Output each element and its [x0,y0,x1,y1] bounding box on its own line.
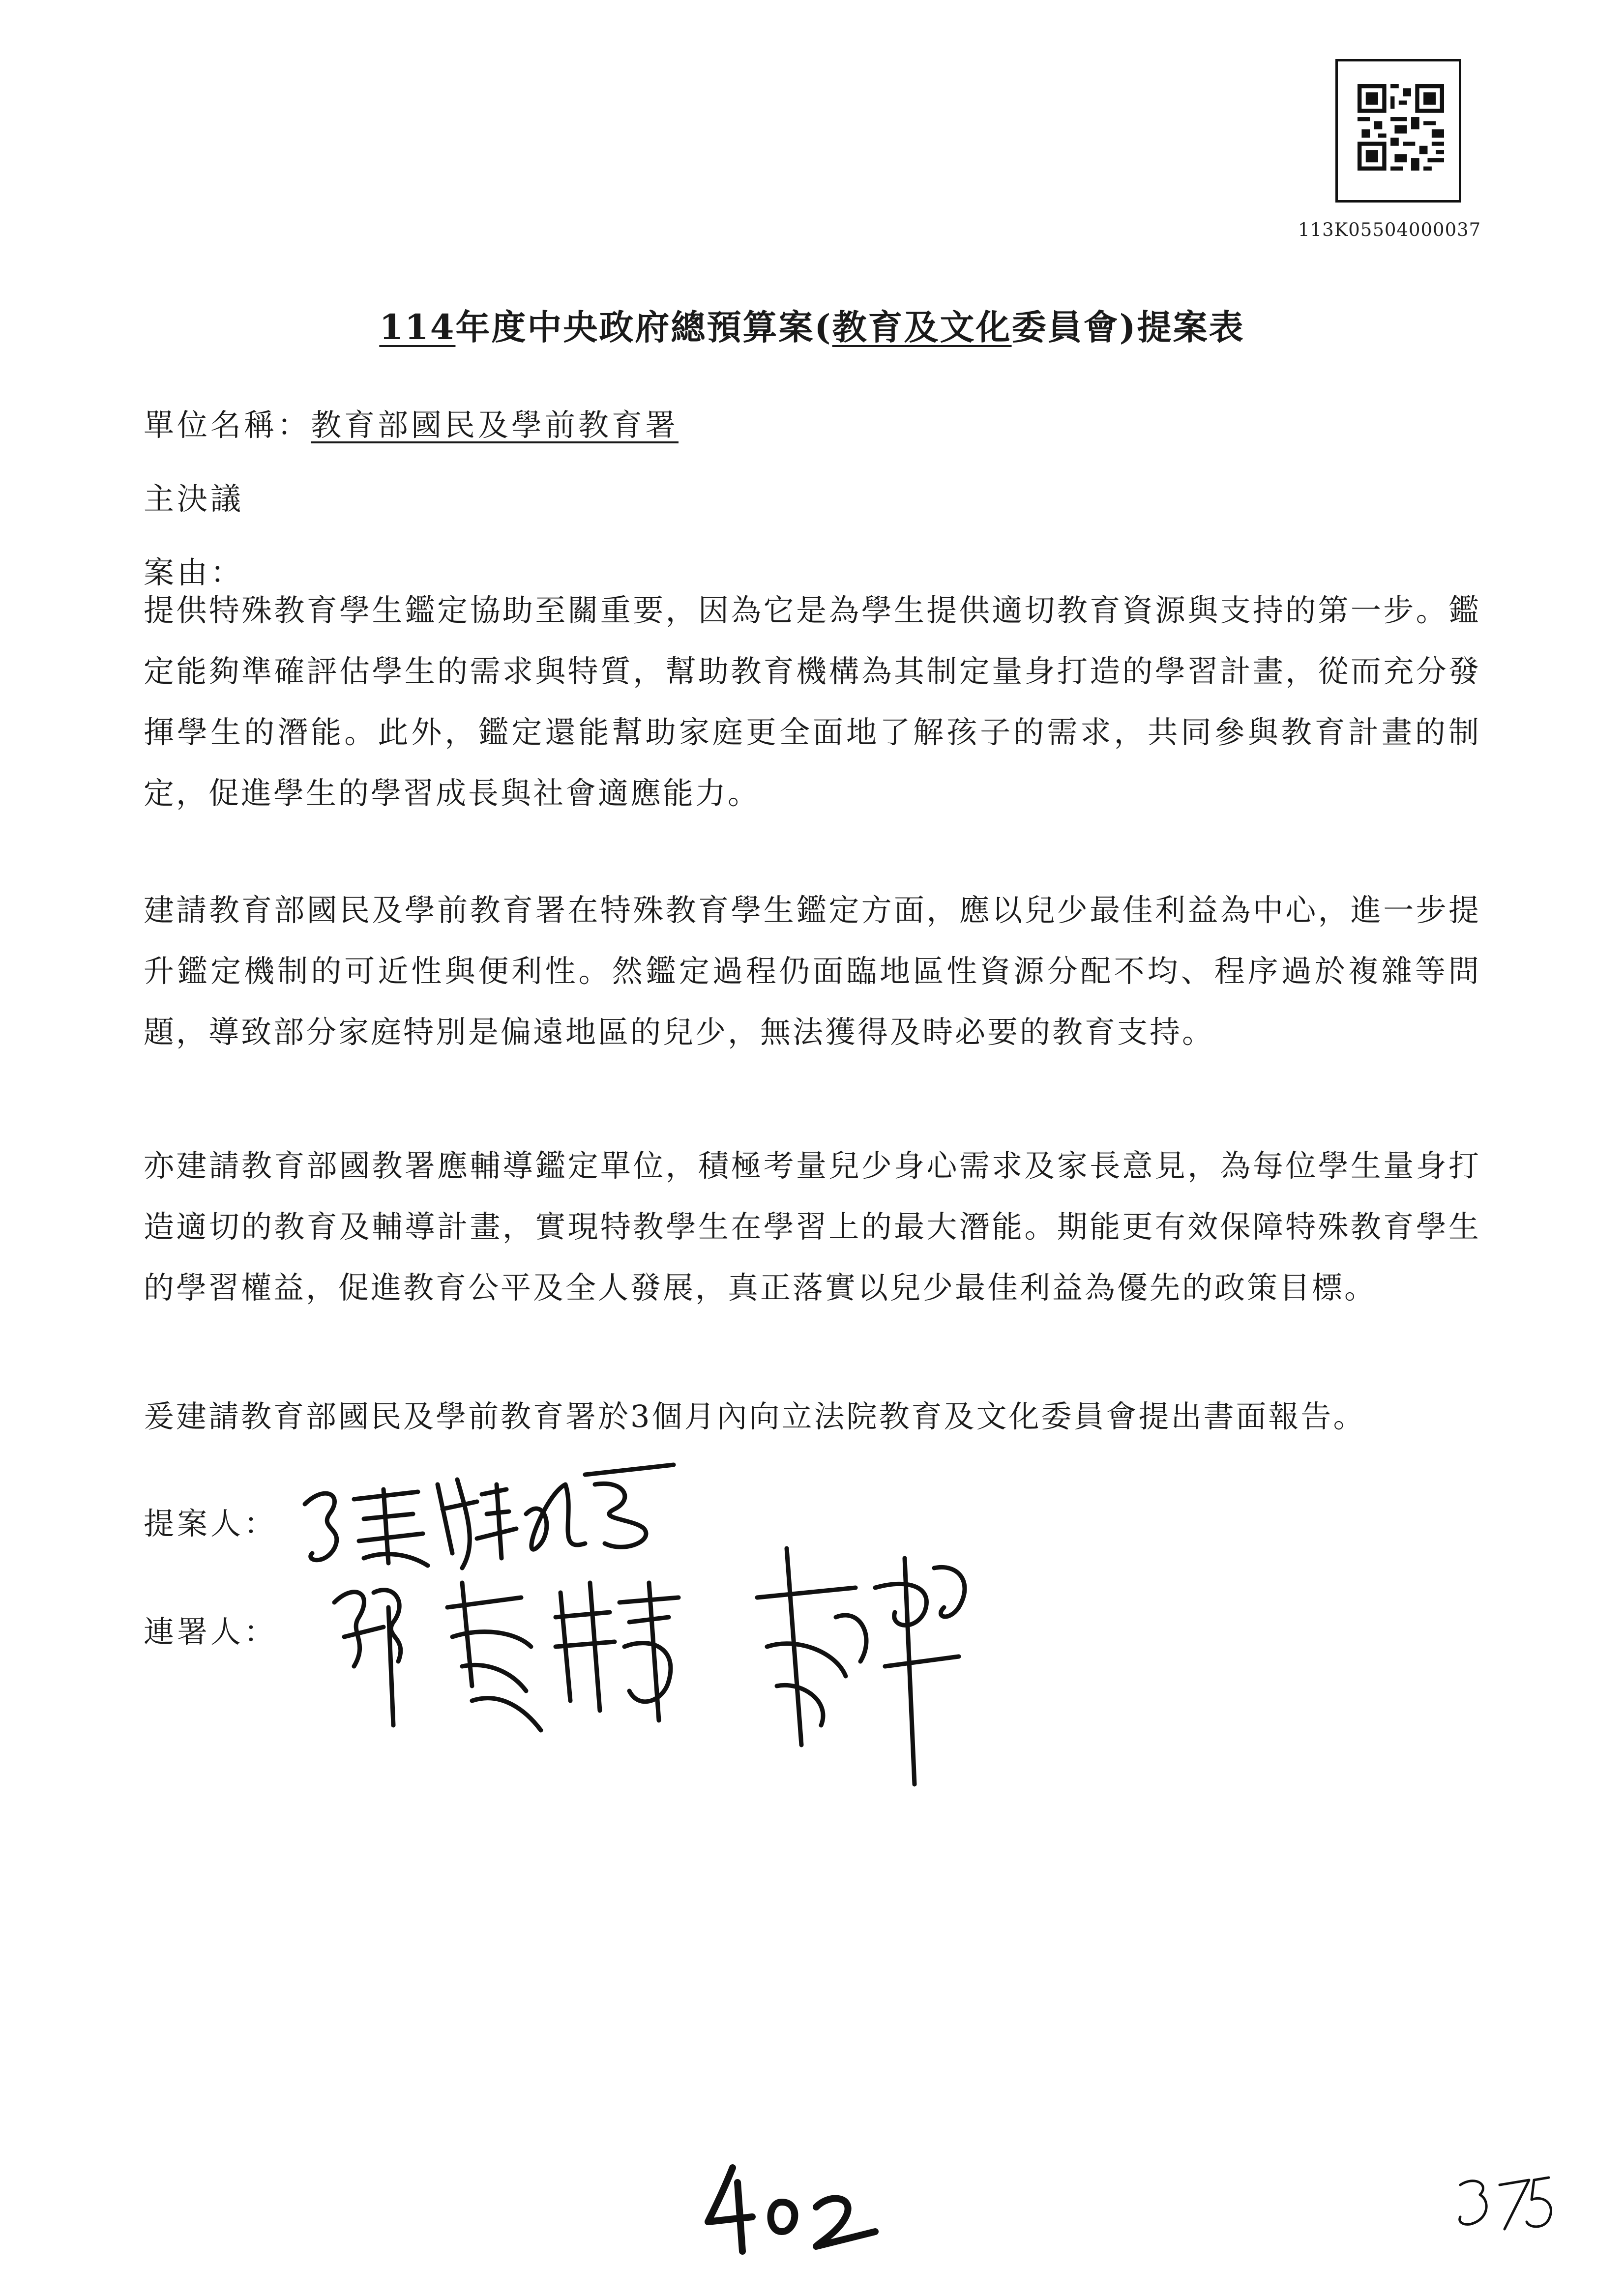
cosigner-label: 連署人： [144,1614,278,1650]
qr-code-icon [1358,84,1444,171]
paragraph-2: 建請教育部國民及學前教育署在特殊教育學生鑑定方面，應以兒少最佳利益為中心，進一步提升鑑定機制的可近性與便利性。然鑑定過程仍面臨地區性資源分配不均、程序過於複雜等問題，導致部分家庭特別是偏遠地區的兒少，無法獲得及時必要的教育支持。 [144,892,1481,1050]
qr-code [1335,59,1461,203]
proposer-signature [290,1455,693,1578]
paragraph-4: 爰建請教育部國民及學前教育署於3個月內向立法院教育及文化委員會提出書面報告。 [144,1398,1366,1434]
title-committee: 教育及文化 [832,307,1012,348]
handwritten-number-text: 402 [728,2261,729,2262]
title-mid: 年度中央政府總預算案( [455,307,832,348]
cosigner-signature-1 [325,1563,747,1760]
title-year: 114 [379,307,456,348]
handwritten-number [698,2158,885,2256]
proposer-label: 提案人： [144,1506,278,1541]
unit-line [144,401,679,444]
page-title [0,300,1624,349]
unit-label: 單位名稱： [144,407,311,443]
title-end: 委員會)提案表 [1011,307,1245,348]
page-number-text: 375 [1470,2261,1471,2262]
reason-label: 案由： [144,554,244,590]
main-resolution: 主決議 [144,481,244,517]
handwritten-page-number [1450,2170,1559,2234]
cosigner-signature-2 [747,1539,1023,1794]
paragraph-1: 提供特殊教育學生鑑定協助至關重要，因為它是為學生提供適切教育資源與支持的第一步。鑑定能夠準確評估學生的需求與特質，幫助教育機構為其制定量身打造的學習計畫，從而充分發揮學生的潛能。此外，鑑定還能幫助家庭更全面地了解孩子的需求，共同參與教育計畫的制定，促進學生的學習成長與社會適應能力。 [144,592,1481,811]
document-code: 113K05504000037 [1298,219,1481,240]
paragraph-3: 亦建請教育部國教署應輔導鑑定單位，積極考量兒少身心需求及家長意見，為每位學生量身打造適切的教育及輔導計畫，實現特教學生在學習上的最大潛能。期能更有效保障特殊教育學生的學習權益，促進教育公平及全人發展，真正落實以兒少最佳利益為優先的政策目標。 [144,1148,1481,1306]
unit-name: 教育部國民及學前教育署 [311,407,679,443]
